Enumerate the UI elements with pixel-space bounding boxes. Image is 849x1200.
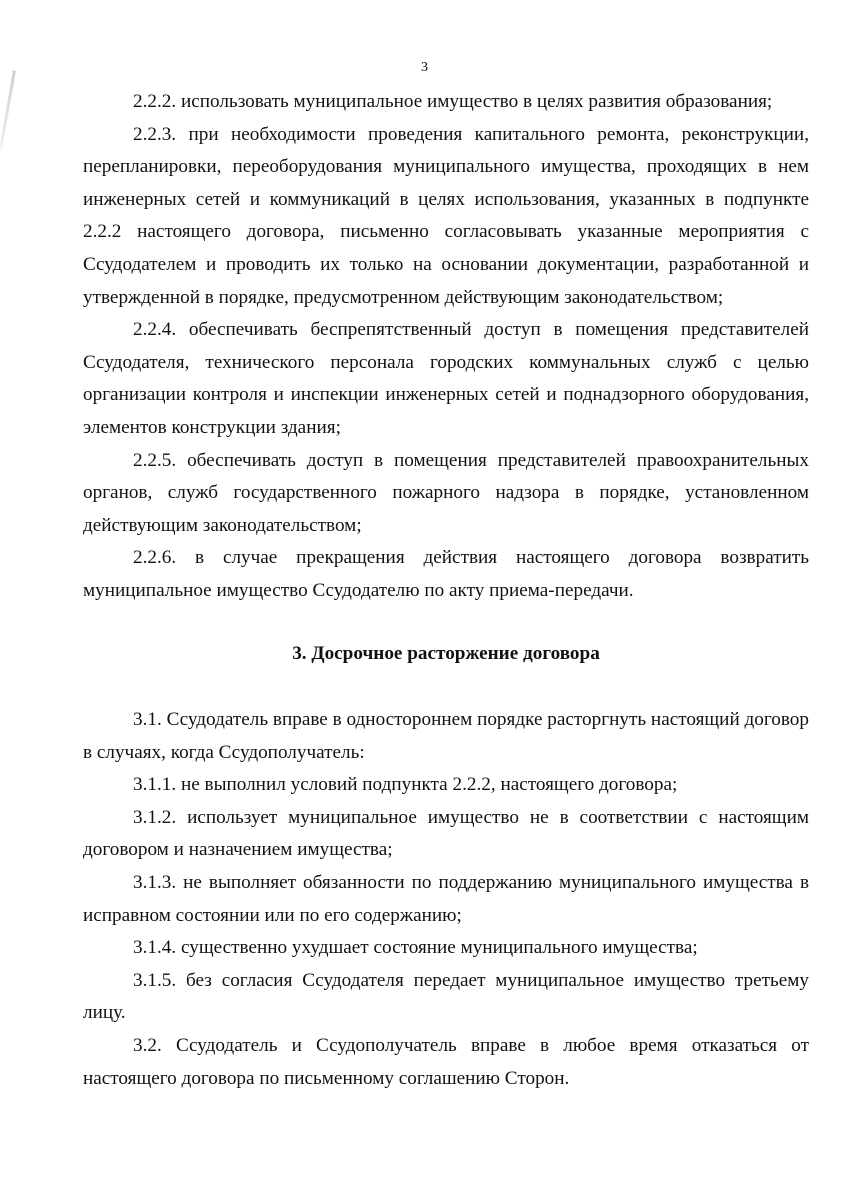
paragraph-3-1-5: 3.1.5. без согласия Ссудодателя передает муниципальное имущество третьему лицу. xyxy=(83,969,809,1024)
paragraph-3-1-1: 3.1.1. не выполнил условий подпункта 2.2.2, настоящего договора; xyxy=(133,774,678,796)
paragraph-2-2-4: 2.2.4. обеспечивать беспрепятственный доступ в помещения представителей Ссудодателя, технического персонала городских коммунальных служб с целью организации контроля и инспекции инженерных сетей и поднадзорного оборудования, элементов конструкции здания; xyxy=(83,319,809,438)
paragraph-2-2-5: 2.2.5. обеспечивать доступ в помещения представителей правоохранительных органов, служб государственного пожарного надзора в порядке, установленном действующим законодательством; xyxy=(83,449,809,536)
spacer xyxy=(83,608,809,638)
paragraph-3-1-2: 3.1.2. использует муниципальное имущество не в соответствии с настоящим договором и назначением имущества; xyxy=(83,806,809,861)
section-heading: 3. Досрочное расторжение договора xyxy=(292,642,600,664)
paragraph-3-1-4: 3.1.4. существенно ухудшает состояние муниципального имущества; xyxy=(133,937,698,959)
paragraph-2-2-3: 2.2.3. при необходимости проведения капитального ремонта, реконструкции, перепланировки, переоборудования муниципального имущества, проходящих в нем инженерных сетей и коммуникаций в целях использования, указанных в подпункте 2.2.2 настоящего договора, письменно согласовывать указанные мероприятия с Ссудодателем и проводить их только на основании документации, разработанной и утвержденной в порядке, предусмотренном действующим законодательством; xyxy=(83,123,809,308)
paragraph-3-2: 3.2. Ссудодатель и Ссудополучатель вправе в любое время отказаться от настоящего договора по письменному соглашению Сторон. xyxy=(83,1035,809,1089)
document-body xyxy=(83,86,809,1095)
page-number: 3 xyxy=(421,60,428,75)
paragraph-2-2-6: 2.2.6. в случае прекращения действия настоящего договора возвратить муниципальное имущество Ссудодателю по акту приема-передачи. xyxy=(83,547,809,601)
scan-edge-mark xyxy=(0,70,16,149)
paragraph-3-1: 3.1. Ссудодатель вправе в одностороннем порядке расторгнуть настоящий договор в случаях, когда Ссудополучатель: xyxy=(83,709,809,763)
paragraph-2-2-2: 2.2.2. использовать муниципальное имущество в целях развития образования; xyxy=(133,91,773,112)
paragraph-3-1-3: 3.1.3. не выполняет обязанности по поддержанию муниципального имущества в исправном состоянии или по его содержанию; xyxy=(83,872,809,926)
spacer xyxy=(83,670,809,704)
